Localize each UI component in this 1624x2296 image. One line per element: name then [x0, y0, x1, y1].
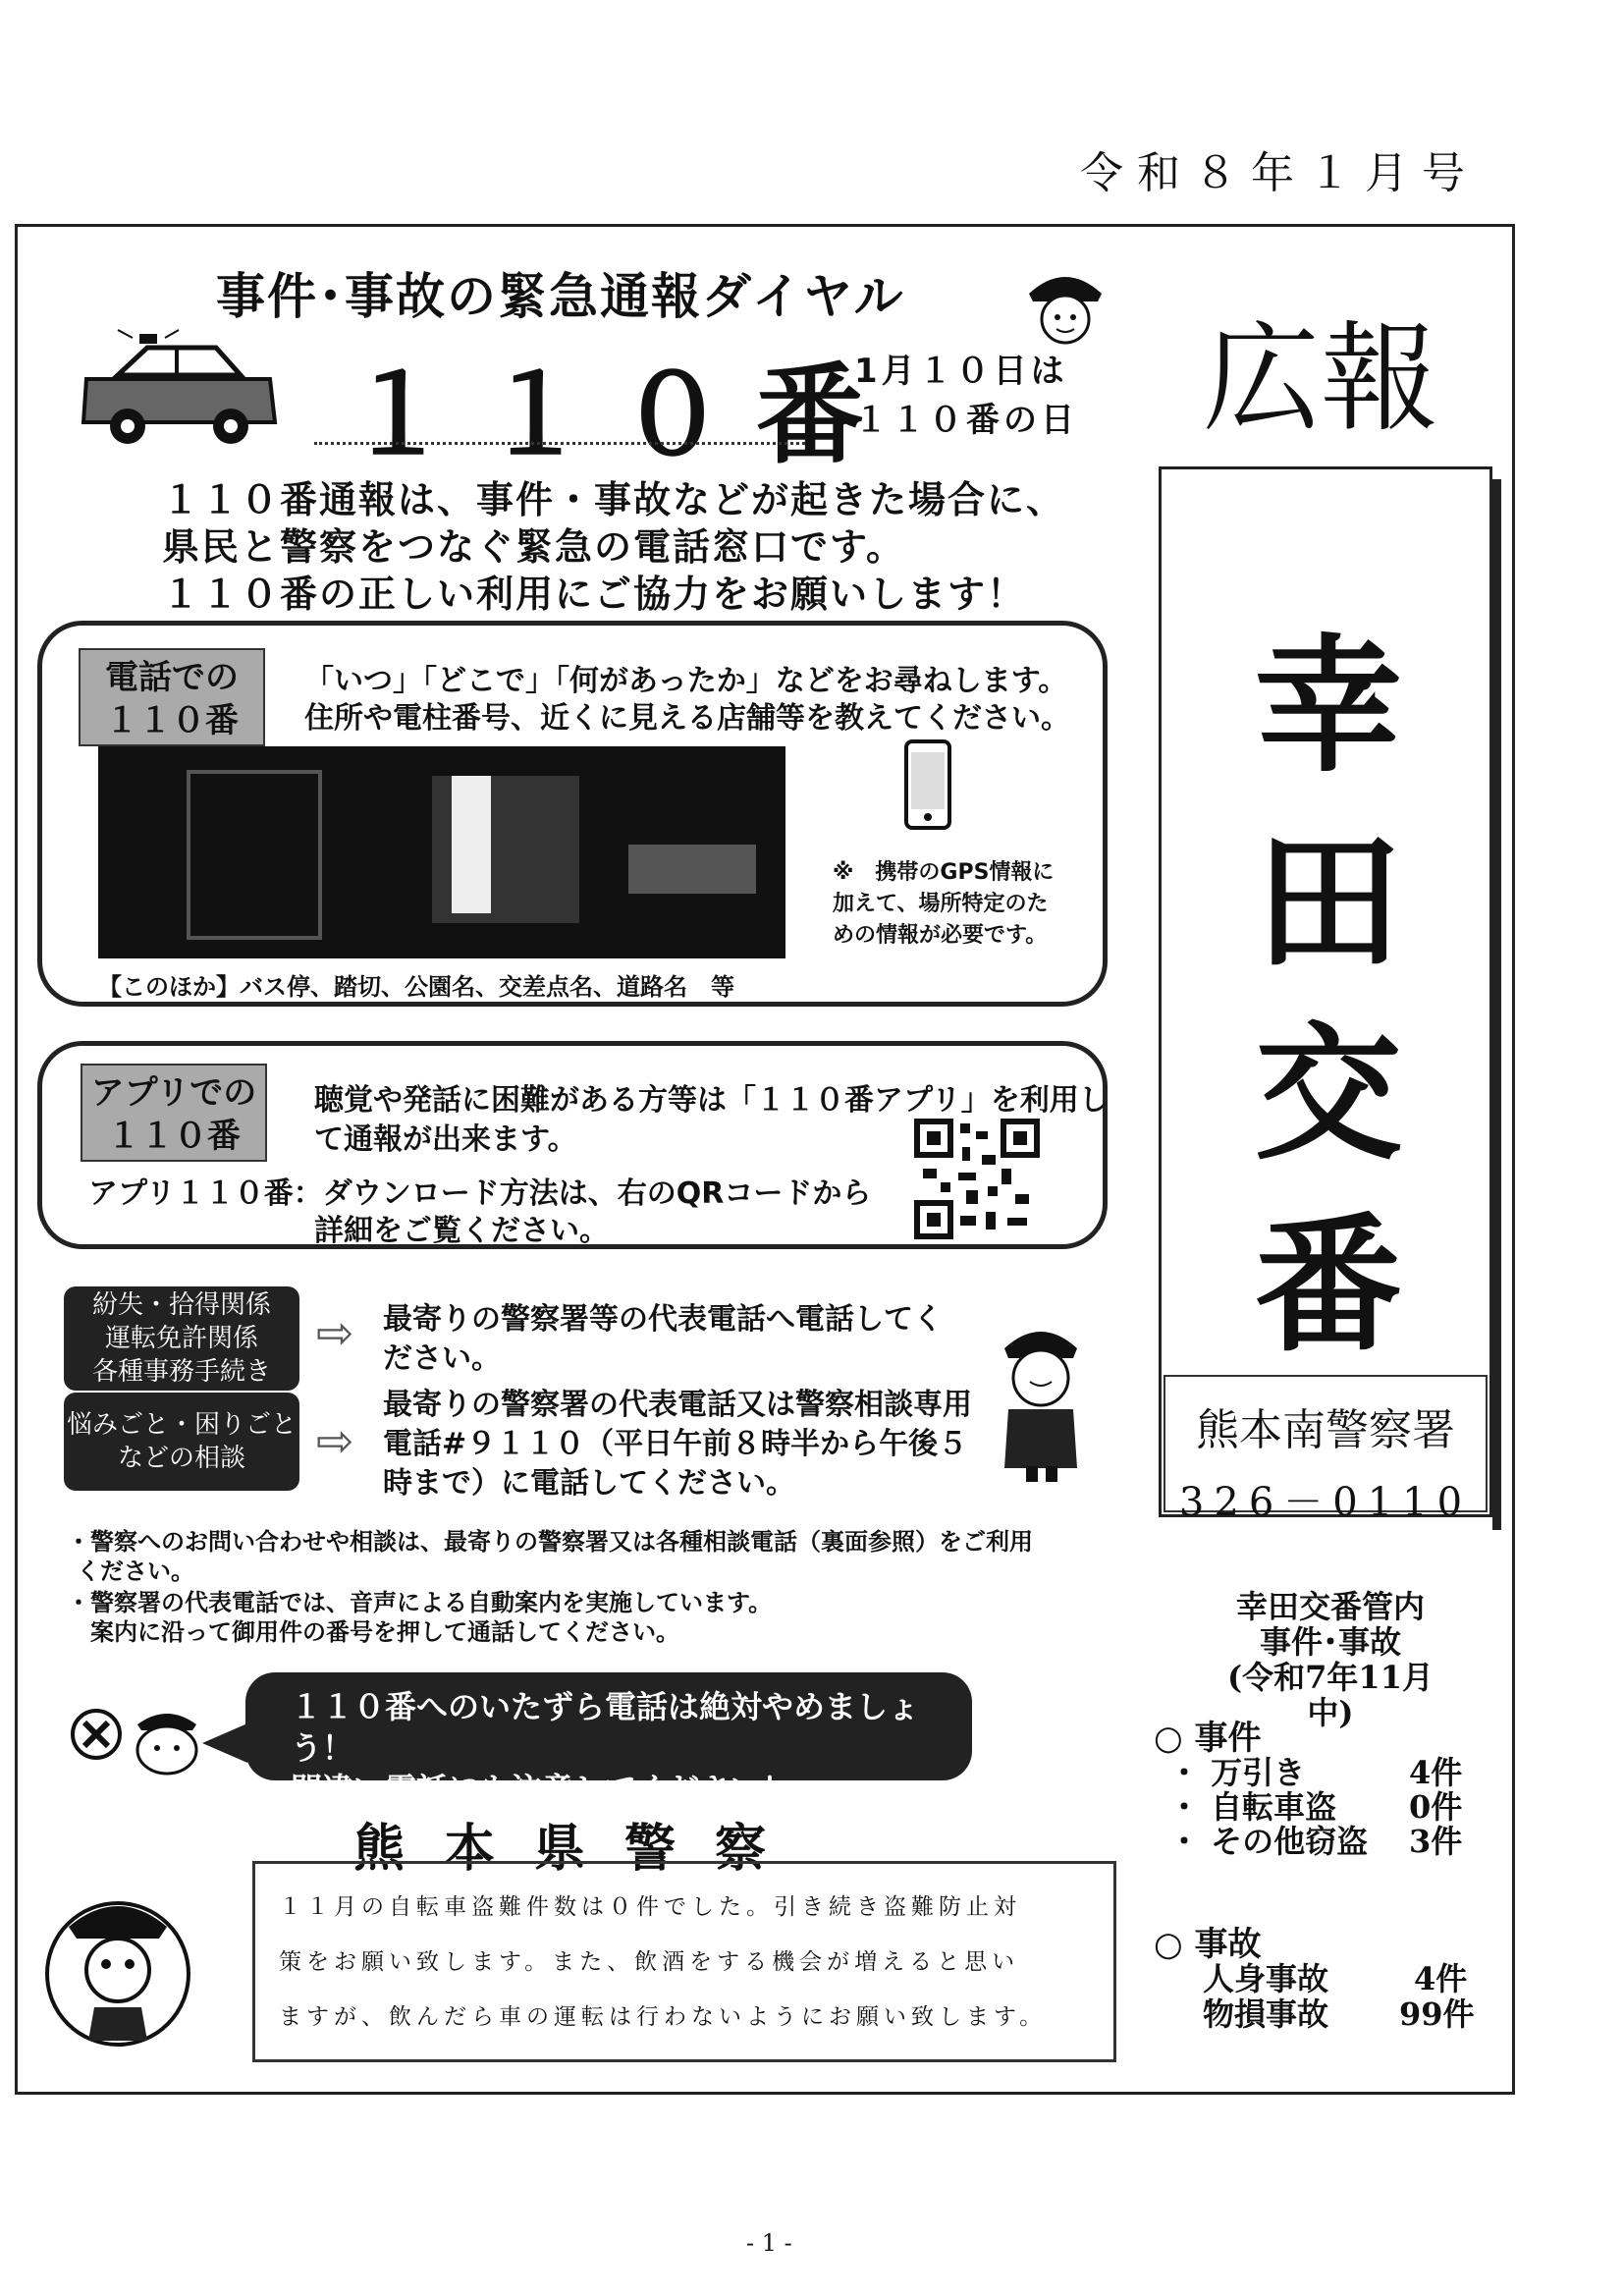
monthly-message-box	[252, 1861, 1116, 2062]
shop-photo	[628, 845, 756, 894]
consult-tag-line: などの相談	[117, 1444, 245, 1473]
stats-title-line: 事件･事故	[1259, 1623, 1401, 1661]
note-line: 案内に沿って御用件の番号を押して通話してください。	[67, 1618, 679, 1646]
incident-label: ・ 自転車盗	[1168, 1788, 1337, 1826]
stats-title	[1208, 1589, 1453, 1730]
accident-value: 99件	[1399, 1995, 1475, 2033]
phone-text-line2: 住所や電柱番号、近くに見える店舗等を教えてください。	[304, 701, 1070, 736]
accident-label: 物損事故	[1203, 1995, 1329, 2033]
consult-tag-line: 悩みごと・困りごと	[66, 1410, 297, 1440]
page-number: - 1 -	[746, 2229, 792, 2257]
phone-text-line1: 「いつ」「どこで」「何があったか」などをお尋ねします。	[304, 664, 1068, 698]
prank-warning-line2: 間違い電話にも注意してください！	[291, 1771, 794, 1808]
message-line: ますが、飲んだら車の運転は行わないようにお願い致します。	[279, 2004, 1048, 2030]
app-download-line1: アプリ１１０番：ダウンロード方法は、右のQRコードから	[88, 1176, 872, 1211]
app-text-line2: て通報が出来ます。	[314, 1122, 577, 1157]
intro-line-2: 県民と警察をつなぐ緊急の電話窓口です。	[162, 525, 905, 569]
pole-number-plate	[452, 776, 491, 913]
police-day-line1: 1月１０日は	[854, 352, 1068, 391]
smartphone-icon	[903, 738, 952, 833]
other-locations: 【このほか】バス停、踏切、公園名、交差点名、道路名 等	[98, 973, 734, 1001]
app-110-tag	[81, 1064, 267, 1162]
intro-line-1: １１０番通報は、事件・事故などが起きた場合に、	[162, 478, 1066, 521]
station-name: 熊本南警察署	[1196, 1405, 1455, 1455]
gps-note-line2: 加えて、場所特定のた	[833, 892, 1049, 916]
app-tag-line2: １１０番	[107, 1117, 241, 1156]
koban-char: 田	[1254, 818, 1402, 989]
note-line: ・警察へのお問い合わせや相談は、最寄りの警察署又は各種相談電話（裏面参照）をご利用	[67, 1528, 1033, 1556]
message-line: １１月の自転車盗難件数は０件でした。引き続き盗難防止対	[279, 1894, 1021, 1920]
intro-line-3: １１０番の正しい利用にご協力をお願いします！	[162, 573, 1027, 616]
police-mascot-icon	[1021, 260, 1110, 349]
incident-label: ・ 万引き	[1168, 1754, 1306, 1791]
kumamoto-police-mascot-logo	[39, 1876, 196, 2057]
no-prank-mascot-icon	[69, 1699, 206, 1777]
consult-tag-line: 運転免許関係	[104, 1324, 258, 1353]
police-officer-icon	[987, 1311, 1095, 1483]
incident-value: 0件	[1409, 1788, 1463, 1826]
phone-tag-line1: 電話での	[105, 658, 239, 697]
note-line: ・警察署の代表電話では、音声による自動案内を実施しています。	[67, 1589, 773, 1616]
consult-tag-line: 各種事務手続き	[91, 1357, 271, 1387]
koban-char: 幸	[1254, 622, 1402, 793]
police-car-icon	[79, 324, 285, 462]
consult-text-line: 時まで）に電話してください。	[383, 1466, 795, 1501]
incident-value: 3件	[1409, 1823, 1463, 1860]
app-download-line2: 詳細をご覧ください。	[314, 1214, 609, 1248]
accidents-heading: ○ 事故	[1154, 1925, 1262, 1964]
consult-text-line: 最寄りの警察署等の代表電話へ電話してく	[383, 1302, 943, 1337]
note-line: ください。	[77, 1558, 194, 1585]
location-photos	[98, 746, 785, 958]
prank-warning-bubble	[245, 1672, 972, 1808]
qr-code-icon[interactable]	[913, 1118, 1041, 1240]
app-tag-line1: アプリでの	[90, 1073, 257, 1113]
issue-date: 令和８年１月号	[1080, 148, 1479, 198]
message-line: 策をお願い致します。また、飲酒をする機会が増えると思い	[279, 1949, 1020, 1975]
underline-divider	[314, 442, 805, 445]
worries-consult-tag	[64, 1393, 299, 1491]
gps-note	[833, 857, 1054, 952]
consult-text-line: 最寄りの警察署の代表電話又は警察相談専用	[383, 1388, 972, 1422]
accident-value: 4件	[1414, 1960, 1468, 1997]
banner-title: 事件･事故の緊急通報ダイヤル	[216, 268, 905, 325]
phone-tag-line2: １１０番	[105, 701, 239, 740]
sidebar-title: 広報	[1203, 311, 1438, 448]
accident-label: 人身事故	[1203, 1960, 1329, 1997]
app-text-line1: 聴覚や発話に困難がある方等は「１１０番アプリ」を利用し	[314, 1083, 1109, 1118]
stats-title-line: (令和7年11月中)	[1227, 1659, 1434, 1731]
koban-char: 交	[1254, 1010, 1402, 1180]
station-phone: 326－0110	[1178, 1480, 1473, 1525]
prank-warning-line1: １１０番へのいたずら電話は絶対やめましょう！	[291, 1688, 920, 1767]
incidents-heading: ○ 事件	[1154, 1719, 1262, 1758]
koban-char: 番	[1254, 1201, 1402, 1372]
arrow-right-icon: ⇨	[316, 1414, 354, 1467]
kumamoto-police-name: 熊本県警察	[353, 1820, 806, 1879]
headline-110: １１０番	[344, 353, 893, 478]
lost-found-tag	[64, 1286, 299, 1391]
police-day-line2: １１０番の日	[854, 401, 1078, 440]
police-station-box	[1164, 1375, 1488, 1525]
consult-text-line: 電話#９１１０（平日午前８時半から午後５	[383, 1427, 968, 1461]
consult-text-line: ださい。	[383, 1341, 501, 1376]
incident-label: ・ その他窃盗	[1168, 1823, 1369, 1860]
gps-note-line3: めの情報が必要です。	[833, 923, 1048, 948]
phone-110-tag	[79, 648, 265, 746]
arrow-right-icon: ⇨	[316, 1306, 354, 1359]
consult-tag-line: 紛失・拾得関係	[91, 1290, 271, 1320]
koban-name-box	[1159, 466, 1492, 1517]
incident-value: 4件	[1409, 1754, 1463, 1791]
house-photo	[187, 770, 322, 940]
stats-title-line: 幸田交番管内	[1235, 1588, 1425, 1625]
gps-note-line1: ※ 携帯のGPS情報に	[833, 860, 1055, 885]
